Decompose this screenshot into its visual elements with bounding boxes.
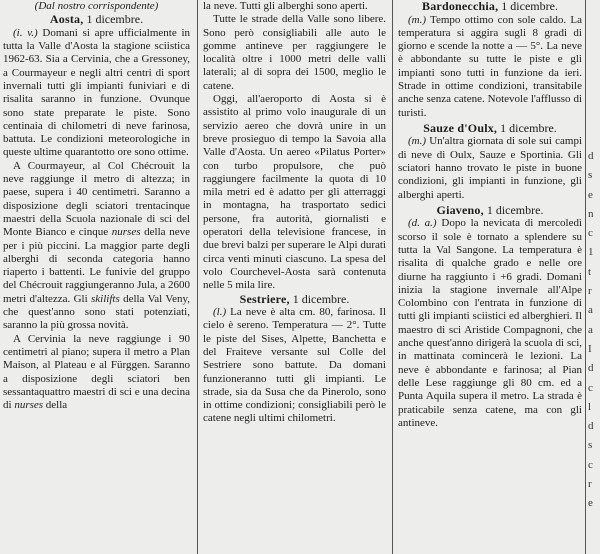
article-column-3 [398,0,582,554]
italic-term: nurses [14,399,44,412]
paragraph [3,160,190,333]
edge-fragment: c [588,458,593,471]
paragraph-text: della Val Veny, che quest'anno sono stati potenziati, saranno la più grossa novità. [3,292,190,332]
paragraph [203,306,386,426]
edge-fragment: d [588,420,594,433]
edge-fragment: s [588,169,593,182]
dateline-date: 1 dicembre. [486,202,544,217]
italic-term: skilifts [91,292,120,305]
edge-fragment: e [588,188,593,201]
edge-fragment: r [588,478,592,491]
author-initials: (m.) [408,135,427,148]
paragraph: Tutte le strade della Valle sono libere. Sono però consigliabili alle auto le gomme antineve per raggiungere le località oltre i 1000 metri delle valli laterali; al di sopra dei 1500, meglio le catene. [203,13,386,92]
paragraph: la neve. Tutti gli alberghi sono aperti. [203,0,368,12]
dateline-aosta [3,13,190,27]
dateline-place: Sestriere, [239,291,290,306]
edge-fragment: l [588,400,592,413]
edge-fragment: d [588,150,594,162]
paragraph-text: Tempo ottimo con sole caldo. La temperatura si aggira sugli 8 gradi di giorno e scende la notte a — 5°. La neve è abbondante su tutte le piste e gli impianti sono tutti in funzione da ieri. Strade in ottime condizioni, transitabile anche senza catene. Notevole l'afflusso di turisti. [398,13,582,119]
dateline-giaveno [398,204,582,218]
paragraph-text: della [45,399,68,412]
paragraph-text: della neve per i più piccini. La maggior parte degli alberghi di seconda categoria hanno riaperto i battenti. Le funivie del gruppo del Chécrouit raggiungeranno Jula, a 2600 metri d'altezza. Gli [3,226,190,305]
dateline-date: 1 dicembre. [86,12,144,27]
dateline-sestriere [203,293,386,307]
edge-fragment: e [588,497,593,510]
dateline-date: 1 dicembre. [292,291,350,306]
edge-fragment: r [588,285,592,298]
paragraph-text: A Cervinia la neve raggiunge i 90 centimetri al piano; supera il metro a Plan Maison, al Plateau e al Fürggen. Saranno a disposizione degli sciatori ben sessantaquattro maestri di sci e una decina di [3,332,190,412]
dateline-sauze [398,122,582,136]
edge-fragment: c [588,381,593,394]
paragraph-text: Dopo la nevicata di mercoledì scorso il sole è tornato a splendere su tutta la Val Sangone. La temperatura è risalita di qualche grado e nelle ore diurne ha raggiunto i +6 gradi. Domani inizia la stagione invernale all'Alpe Colombino con l'entrata in funzione di tutti gli impianti sciistici ed alberghieri. Il maestro di sci Aristide Compagnoni, che anche quest'anno dirigerà la scuola di sci, in mattinata comincerà le lezioni. La neve è abbondante e farinosa; al Pian delle Lese raggiunge gli 80 cm. ed a Punta Aquila supera il metro. La strada è praticabile senza catene, ma con gli antineve. [398,217,582,429]
dateline-place: Bardonecchia, [422,0,499,13]
edge-fragment: t [588,265,592,278]
paragraph [398,217,582,430]
paragraph [398,14,582,120]
paragraph-text: Domani si apre ufficialmente in tutta la Valle d'Aosta la stagione sciistica 1962-63. Sia a Cervinia, che a Gressoney, a Courmayeur e negli altri centri di sport invernali tutti gli impianti funiviari e di risalita saranno in funzione. Ovunque sono state preparate le piste. Sono centinaia di chilometri di neve farinosa, battuta. Le condizioni meteorologiche in queste ultime quarantotto ore sono ottime. [3,26,190,159]
italic-term: nurses [111,226,141,239]
edge-fragment: n [588,207,594,220]
paragraph-text: La neve è alta cm. 80, farinosa. Il cielo è sereno. Temperatura — 2°. Tutte le piste del Sises, Alpette, Banchetta e del Fraiteve versante sul Colle del Sestriere sono battute. Da domani funzioneranno tutti gli impianti. Le strade, sia da Susa che da Pinerolo, sono in ottime condizioni; consigliabili però le catene negli ultimi chilometri. [203,306,386,425]
edge-fragment: I [588,342,592,355]
paragraph-text: Un'altra giornata di sole sui campi di neve di Oulx, Sauze e Sportinia. Gli sciatori hanno trovato le piste in buone condizioni, gli impianti in funzione, gli alberghi aperti. [398,135,582,201]
paragraph: Oggi, all'aeroporto di Aosta si è assistito al primo volo inaugurale di un servizio aereo che dovrà unire in un breve prosieguo di tempo la Savoia alla Valle d'Aosta. Un aereo «Pilatus Porter» con turbo propulsore, che può raggiungere facilmente la quota di 10 mila metri ed è adatto per gli atterraggi in montagna, ha trasportato sedici persone, fra autorità, giornalisti e operatori della televisione francese, in due brevi balzi per superare le Alpi durati circa venti minuti ciascuno. La spesa del volo Courchevel-Aosta sarà contenuta nelle 5 mila lire. [203,93,386,292]
edge-fragment: 1 [588,246,594,259]
column-rule [392,0,393,554]
dateline-place: Sauze d'Oulx, [423,120,498,135]
paragraph-text: A Courmayeur, al Col Chécrouit la neve raggiunge il metro di altezza; in paese, supera i 40 centimetri. Saranno a disposizione degli sciatori trentacinque maestri della Scuola nazionale di sci del Monte Bianco e cinque [3,159,190,239]
edge-fragment: a [588,304,593,317]
column-rule [585,0,586,554]
dateline-bardonecchia [398,0,582,14]
edge-fragment: c [588,227,593,240]
edge-fragment: a [588,323,593,336]
author-initials: (m.) [408,13,427,26]
cropped-column-edge [588,0,600,554]
paragraph [3,333,190,413]
edge-fragment: s [588,439,593,452]
author-initials: (d. a.) [408,217,437,230]
dateline-date: 1 dicembre. [501,0,558,13]
dateline-place: Giaveno, [436,202,484,217]
column-rule [197,0,198,554]
author-initials: (l.) [213,306,227,319]
byline: (Dal nostro corrispondente) [34,0,159,12]
dateline-date: 1 dicembre. [500,120,557,135]
author-initials: (i. v.) [13,26,38,39]
edge-fragment: d [588,362,594,375]
dateline-place: Aosta, [49,12,84,27]
article-column-2 [203,0,386,554]
paragraph [3,27,190,160]
paragraph [398,135,582,201]
article-column-1 [3,0,190,554]
